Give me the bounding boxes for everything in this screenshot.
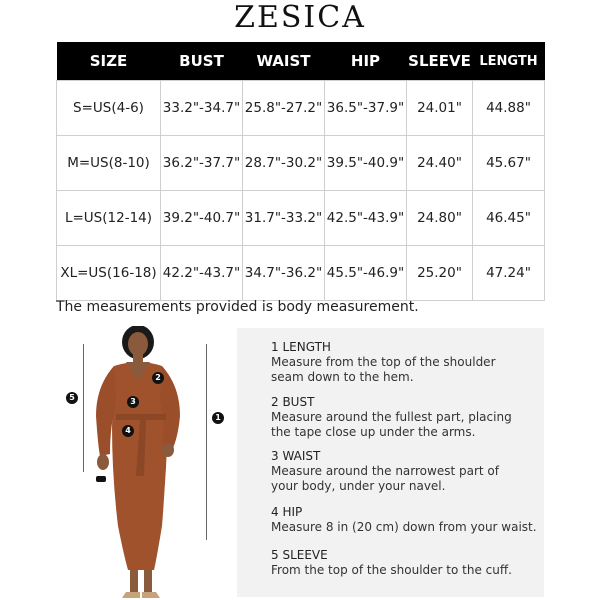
cell-hip: 39.5"-40.9": [325, 136, 407, 191]
guide-item-line: Measure around the narrowest part of: [271, 464, 499, 478]
badge-5: 5: [66, 392, 78, 404]
guide-item-title: 5 SLEEVE: [271, 548, 328, 562]
cell-waist: 25.8"-27.2": [243, 81, 325, 136]
header-size: SIZE: [57, 42, 161, 81]
guide-item-line: From the top of the shoulder to the cuff.: [271, 563, 512, 577]
guide-item-title: 4 HIP: [271, 505, 303, 519]
guide-item-bust: [271, 395, 539, 440]
badge-4: 4: [122, 425, 134, 437]
cell-sleeve: 24.01": [407, 81, 473, 136]
guide-item-line: Measure around the fullest part, placing: [271, 410, 512, 424]
header-waist: WAIST: [243, 42, 325, 81]
guide-item-waist: [271, 449, 539, 494]
guide-item-title: 1 LENGTH: [271, 340, 331, 354]
table-row: [57, 246, 545, 301]
cell-length: 46.45": [473, 191, 545, 246]
guide-item-title: 3 WAIST: [271, 449, 321, 463]
cell-hip: 45.5"-46.9": [325, 246, 407, 301]
measurement-note: The measurements provided is body measurement.: [56, 299, 419, 315]
guide-item-line: Measure from the top of the shoulder: [271, 355, 496, 369]
cell-waist: 31.7"-33.2": [243, 191, 325, 246]
cell-waist: 34.7"-36.2": [243, 246, 325, 301]
table-row: [57, 136, 545, 191]
table-header-row: [57, 42, 545, 81]
model-illustration: [56, 326, 236, 600]
cell-bust: 36.2"-37.7": [161, 136, 243, 191]
guide-item-hip: [271, 505, 539, 535]
guide-item-line: the tape close up under the arms.: [271, 425, 476, 439]
header-bust: BUST: [161, 42, 243, 81]
cell-hip: 36.5"-37.9": [325, 81, 407, 136]
table-row: [57, 81, 545, 136]
guide-item-sleeve: [271, 548, 539, 578]
header-sleeve: SLEEVE: [407, 42, 473, 81]
cell-bust: 39.2"-40.7": [161, 191, 243, 246]
model-figure-area: [56, 326, 236, 600]
badge-1: 1: [212, 412, 224, 424]
cell-size: M=US(8-10): [57, 136, 161, 191]
cell-sleeve: 24.40": [407, 136, 473, 191]
measurement-guide-panel: [237, 328, 544, 597]
badge-3: 3: [127, 396, 139, 408]
cell-size: L=US(12-14): [57, 191, 161, 246]
header-length: LENGTH: [473, 42, 545, 81]
size-chart-table: [56, 42, 545, 301]
cell-sleeve: 24.80": [407, 191, 473, 246]
guide-item-line: your body, under your navel.: [271, 479, 446, 493]
brand-logo: ZESICA: [234, 0, 366, 35]
cell-sleeve: 25.20": [407, 246, 473, 301]
header-hip: HIP: [325, 42, 407, 81]
cell-length: 47.24": [473, 246, 545, 301]
cell-waist: 28.7"-30.2": [243, 136, 325, 191]
badge-2: 2: [152, 372, 164, 384]
cell-size: XL=US(16-18): [57, 246, 161, 301]
guide-item-length: [271, 340, 539, 385]
guide-item-line: Measure 8 in (20 cm) down from your waist.: [271, 520, 537, 534]
cell-length: 45.67": [473, 136, 545, 191]
cell-hip: 42.5"-43.9": [325, 191, 407, 246]
guide-item-title: 2 BUST: [271, 395, 315, 409]
cell-bust: 42.2"-43.7": [161, 246, 243, 301]
cell-size: S=US(4-6): [57, 81, 161, 136]
guide-item-line: seam down to the hem.: [271, 370, 414, 384]
table-row: [57, 191, 545, 246]
cell-bust: 33.2"-34.7": [161, 81, 243, 136]
cell-length: 44.88": [473, 81, 545, 136]
